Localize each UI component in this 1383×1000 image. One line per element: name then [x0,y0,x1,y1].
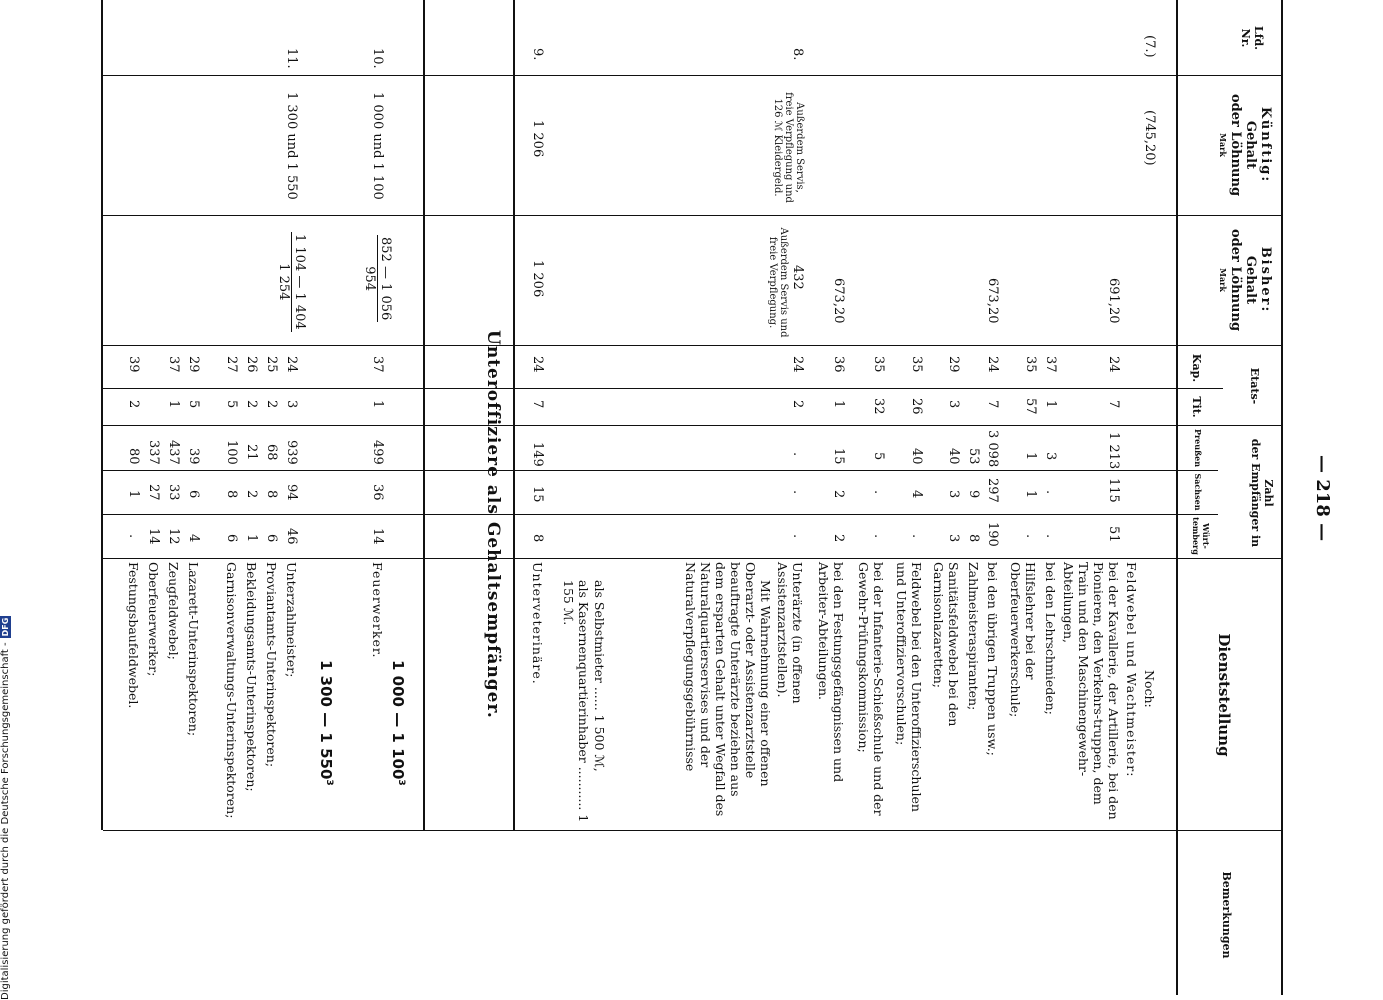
row7i-desc: bei den Festungsgefängnissen und Arbeiter-Abteilungen. [816,562,846,783]
row7e-s: 9 [966,490,981,499]
row8-bisher-value: 432 [790,265,805,290]
row7e-p: 53 [966,448,981,465]
row7-nr: (7.) [1142,35,1157,58]
row11b-s: 8 [264,490,279,499]
row9-s: 15 [530,486,545,503]
row10-desc: Feuerwerker. [370,562,385,659]
row11h-desc: Festungsbaufeldwebel. [126,562,141,709]
row7f-kap: 29 [946,356,961,373]
row7e-w: 8 [966,534,981,543]
row7c-desc: Hilfslehrer bei der Oberfeuerwerkerschule; [1008,562,1038,718]
row11e-p: 39 [186,448,201,465]
row9-w: 8 [530,534,545,543]
row7b-w: . [1043,534,1058,539]
row7a-bisher: 691,20 [1106,278,1121,324]
row11c-p: 21 [244,444,259,461]
row9-tit: 7 [530,400,545,409]
header-tit: Tit. [1190,396,1203,418]
row8-kuenftig-note: Außerdem Servis, freie Verpflegung und 126 ℳ Kleidergeld. [772,92,805,203]
header-bemerkungen: Bemerkungen [1220,871,1233,959]
row10-kap: 37 [370,356,385,373]
row11g-desc: Oberfeuerwerker; [146,562,161,677]
row7-noch: Noch: [1142,670,1157,708]
row11e-kap: 29 [186,356,201,373]
row11e-desc: Lazarett-Unterinspektoren; [186,562,201,737]
row7a-kap: 24 [1106,356,1121,373]
row8-bisher-note: Außerdem Servis und freie Verpflegung. [767,227,789,338]
row11e-w: 4 [186,534,201,543]
row7a-tit: 7 [1106,400,1121,409]
row11e-s: 6 [186,490,201,499]
range-1: 1 000 — 1 $100^3$ [389,660,407,786]
row7h-desc: bei der Infanterie-Schießschule und der Gewehr-Prüfungskommission; [856,562,886,816]
row11-bisher-fraction: 1 104 — 1 404 1 254 [276,234,307,330]
row11f-desc: Zeugfeldwebel; [166,562,181,660]
row7i-kap: 36 [831,356,846,373]
row8-kap: 24 [790,356,805,373]
row7d-bisher: 673,20 [985,278,1000,324]
row7f-tit: 3 [946,400,961,409]
row7i-s: 2 [831,490,846,499]
section-title: Unteroffiziere als Gehaltsempfänger. [483,330,503,719]
row11-kuenftig: 1 300 und 1 550 [284,92,299,200]
row7h-w: . [871,534,886,539]
row11a-desc: Unterzahlmeister; [284,562,299,678]
row7a-p: 1 213 [1106,432,1121,470]
row11h-kap: 39 [126,356,141,373]
header-preussen: Preußen [1193,428,1203,468]
row7h-kap: 35 [871,356,886,373]
row11b-kap: 25 [264,356,279,373]
row11a-tit: 3 [284,400,299,409]
row7g-tit: 26 [909,398,924,415]
header-kap: Kap. [1190,353,1203,383]
row7i-p: 15 [831,448,846,465]
row11b-p: 68 [264,444,279,461]
rule-bottom [101,0,103,830]
row11h-s: 1 [126,490,141,499]
row11h-w: . [126,534,141,539]
row7c-w: . [1023,534,1038,539]
row7g-desc: Feldwebel bei den Unteroffizierschulen und Unteroffiziervorschulen; [894,562,924,812]
dfg-logo: DFG [1,617,10,637]
row7f-desc: Sanitätsfeldwebel bei den Garnisonlazaretten; [931,562,961,727]
row11c-tit: 2 [244,400,259,409]
row7d-desc: bei den übrigen Truppen usw.; [985,562,1000,756]
header-bisher: Bisher: Gehalt oder Löhnung Mark [1218,228,1273,332]
row7g-s: 4 [909,490,924,499]
row7b-s: . [1043,490,1058,495]
header-zahl: Zahl der Empfänger in [1249,438,1275,548]
row7d-s: 297 [985,478,1000,503]
row7b-p: 3 [1043,452,1058,461]
row7a-desc: bei der Kavallerie, der Artillerie, bei den Pionieren, den Verkehrs-truppen, dem Train und den Maschinengewehr-Abteilungen, [1061,562,1121,820]
row7f-s: 3 [946,490,961,499]
row7-feldwebel-heading: Feldwebel und Wachtmeister: [1124,562,1139,778]
header-kuenftig: Künftig: Gehalt oder Löhnung Mark [1218,93,1273,197]
page-number: — 218 — [1312,455,1333,542]
row11c-w: 1 [244,534,259,543]
row7f-p: 40 [946,448,961,465]
row8-kasernenquartier: als Kasernenquartierinhaber ........... 1 155 ℳ. [561,580,591,823]
row7c-p: 1 [1023,452,1038,461]
row11d-w: 6 [224,534,239,543]
row7b-desc: bei den Lehrschmieden; [1043,562,1058,715]
header-wuerttemberg: Würt- temberg [1191,517,1211,555]
row7i-tit: 1 [831,400,846,409]
row9-p: 149 [530,442,545,467]
row7h-tit: 32 [871,398,886,415]
row10-bisher-fraction: 852 — 1 056 954 [362,237,393,321]
row9-nr-label: 9. [530,48,545,61]
row8-selbstmieter: als Selbstmieter ...... 1 500 ℳ, [592,580,607,772]
row11d-p: 100 [224,440,239,465]
row10-s: 36 [370,484,385,501]
row11c-kap: 26 [244,356,259,373]
row8-desc: Unterärzte (in offenen Assistenzarztstellen). [775,562,805,704]
row7i-w: 2 [831,534,846,543]
row11b-desc: Proviantamts-Unterinspektoren; [264,562,279,768]
row7d-tit: 7 [985,400,1000,409]
row11f-kap: 37 [166,356,181,373]
row11g-w: 14 [146,528,161,545]
row7e-desc: Zahlmeisteraspiranten; [966,562,981,711]
row7h-s: . [871,490,886,495]
row11a-kap: 24 [284,356,299,373]
row11f-tit: 1 [166,400,181,409]
row11a-w: 46 [284,528,299,545]
row11h-tit: 2 [126,400,141,409]
row7g-p: 40 [909,448,924,465]
row11f-p: 437 [166,440,181,465]
row8-p: . [790,452,805,457]
row11f-w: 12 [166,528,181,545]
header-lfd-nr: Lfd. Nr. [1239,26,1265,50]
row7d-kap: 24 [985,356,1000,373]
header-dienststellung: Dienststellung [1215,633,1233,757]
row11b-w: 6 [264,534,279,543]
row11h-p: 80 [126,448,141,465]
row11b-tit: 2 [264,400,279,409]
row7d-p: 3 098 [985,430,1000,468]
row10-kuenftig: 1 000 und 1 100 [370,92,385,200]
row7d-w: 190 [985,522,1000,547]
row7a-w: 51 [1106,526,1121,543]
row11a-s: 94 [284,484,299,501]
section-rule-lower [423,0,425,830]
row11d-tit: 5 [224,400,239,409]
digitization-footer [0,616,11,1000]
row7c-s: 1 [1023,490,1038,499]
row8-w: . [790,534,805,539]
row8-s: . [790,490,805,495]
row10-tit: 1 [370,400,385,409]
row7f-w: 3 [946,534,961,543]
row7g-kap: 35 [909,356,924,373]
row11-nr: 11. [284,48,299,69]
row10-p: 499 [370,440,385,465]
row10-nr: 10. [370,48,385,69]
row7c-tit: 57 [1023,398,1038,415]
row9-bisher: 1 206 [530,260,545,298]
row8-note-text: Mit Wahrnehmung einer offenen Oberarzt- oder Assistenzarztstelle beauftragte Unterärzte beziehen aus dem ersparten Gehalt unter Wegfall des Naturalquartierservises und der Naturalverpflegungsgebührnisse [683,562,773,817]
row7b-tit: 1 [1043,400,1058,409]
row11g-s: 27 [146,484,161,501]
row11g-p: 337 [146,440,161,465]
footer-text: Digitalisierung gefördert durch die Deutsche Forschungsgemeinschaft - [0,642,11,1000]
row7h-p: 5 [871,452,886,461]
row11a-p: 939 [284,440,299,465]
row11d-kap: 27 [224,356,239,373]
row7-kuenftig: (745,20) [1142,110,1157,166]
row11d-s: 8 [224,490,239,499]
row11d-desc: Garnisonverwaltungs-Unterinspektoren; [224,562,239,819]
row7a-s: 115 [1106,478,1121,503]
row10-w: 14 [370,528,385,545]
row7b-kap: 37 [1043,356,1058,373]
row8-tit: 2 [790,400,805,409]
row7g-w: . [909,534,924,539]
row7c-kap: 35 [1023,356,1038,373]
row8-nr: 8. [790,48,805,61]
header-etats: Etats- [1248,367,1261,405]
row11c-desc: Bekleidungsamts-Unterinspektoren; [244,562,259,792]
row9-kuenftig: 1 206 [530,120,545,158]
row11e-tit: 5 [186,400,201,409]
row9-kap: 24 [530,356,545,373]
row11f-s: 33 [166,484,181,501]
row11c-s: 2 [244,490,259,499]
row9-desc: Unterveterinäre. [530,562,545,685]
row7i-bisher: 673,20 [831,278,846,324]
header-sachsen: Sachsen [1193,473,1203,511]
range-2: 1 300 — 1 $550^3$ [317,660,335,786]
